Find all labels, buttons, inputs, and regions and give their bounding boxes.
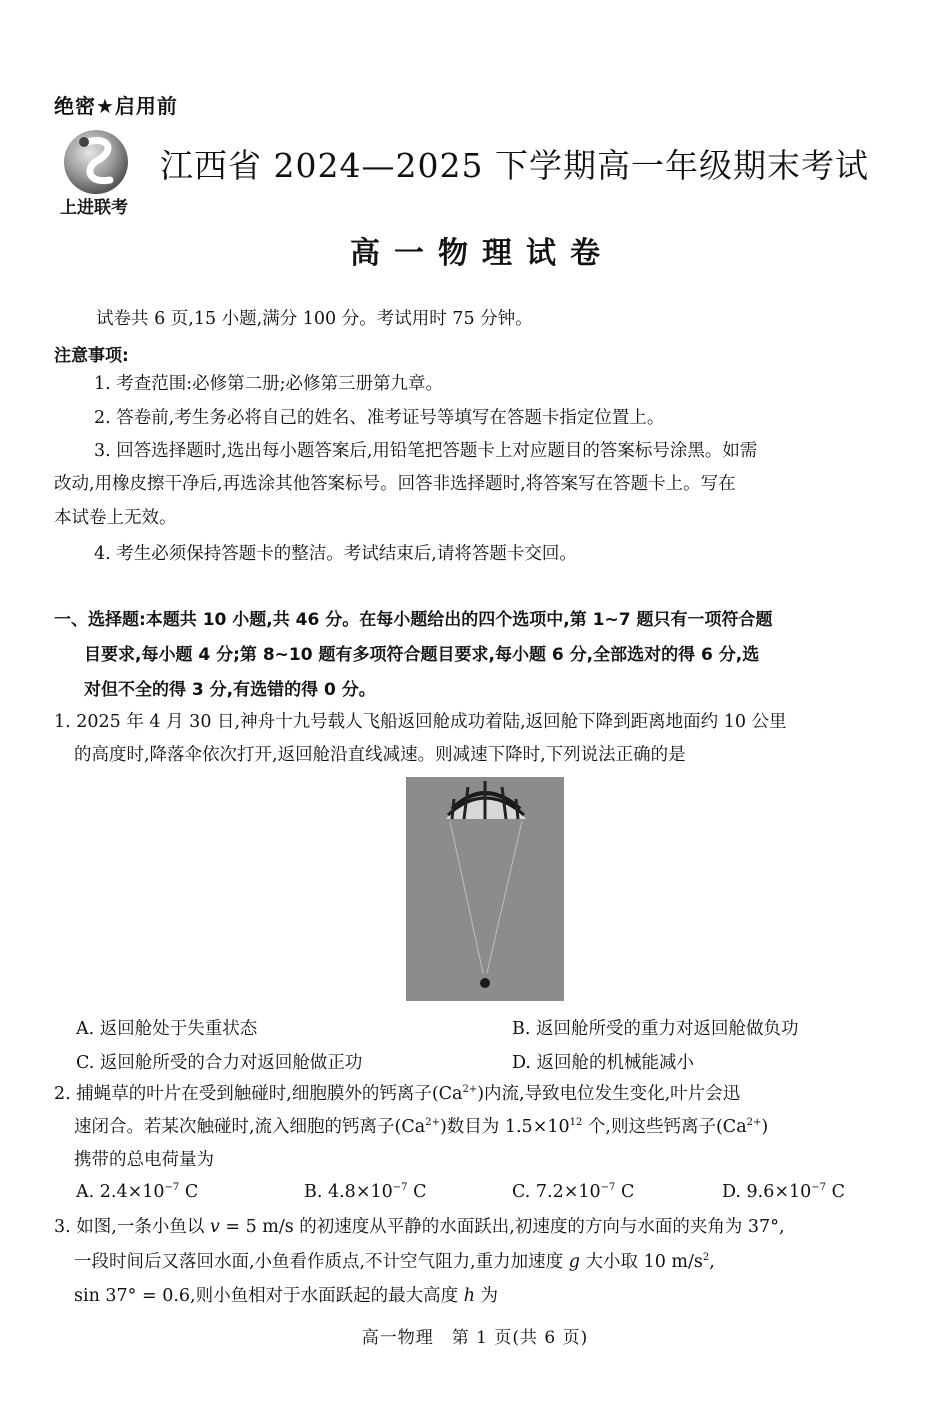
q3-line-3: sin 37° = 0.6,则小鱼相对于水面跃起的最大高度 h 为 xyxy=(74,1286,499,1306)
note-3-line-1: 3. 回答选择题时,选出每小题答案后,用铅笔把答题卡上对应题目的答案标号涂黑。如需 xyxy=(94,441,758,461)
parachute-photo xyxy=(406,777,564,1001)
section-1-line-1: 一、选择题:本题共 10 小题,共 46 分。在每小题给出的四个选项中,第 1~7 题只有一项符合题 xyxy=(54,610,773,630)
q3-line-1: 3. 如图,一条小鱼以 v = 5 m/s 的初速度从平静的水面跃出,初速度的方向与水面的夹角为 37°, xyxy=(54,1217,785,1237)
note-3-line-3: 本试卷上无效。 xyxy=(54,508,177,528)
note-1: 1. 考查范围:必修第二册;必修第三册第九章。 xyxy=(94,374,444,394)
q2-line-2: 速闭合。若某次触碰时,流入细胞的钙离子$(Ca^{2+})$数目为 $1.5\times 10^{12}$ 个,则这些钙离子$(Ca^{2+})$ xyxy=(74,1117,769,1137)
section-1-line-3: 对但不全的得 3 分,有选错的得 0 分。 xyxy=(84,680,376,700)
q3-line-2: 一段时间后又落回水面,小鱼看作质点,不计空气阻力,重力加速度 g 大小取 10 $m/s^2$, xyxy=(74,1252,715,1272)
q1-option-c: C. 返回舱所受的合力对返回舱做正功 xyxy=(76,1053,363,1073)
logo-text: 上进联考 xyxy=(60,198,128,218)
notes-title: 注意事项: xyxy=(54,346,129,366)
paper-subtitle: 高一物理试卷 xyxy=(350,236,614,271)
q2-line-1: 2. 捕蝇草的叶片在受到触碰时,细胞膜外的钙离子$(Ca^{2+})$内流,导致电位发生变化,叶片会迅 xyxy=(54,1084,741,1104)
section-1-line-2: 目要求,每小题 4 分;第 8~10 题有多项符合题目要求,每小题 6 分,全部选对的得 6 分,选 xyxy=(84,645,760,665)
q2-line-3: 携带的总电荷量为 xyxy=(74,1150,214,1170)
q2-option-b: B. $4.8\times 10^{-7}$ C xyxy=(304,1182,427,1202)
q1-line-1: 1. 2025 年 4 月 30 日,神舟十九号载人飞船返回舱成功着陆,返回舱下降到距离地面约 10 公里 xyxy=(54,712,787,732)
q1-line-2: 的高度时,降落伞依次打开,返回舱沿直线减速。则减速下降时,下列说法正确的是 xyxy=(74,745,686,765)
q2-option-a: A. $2.4\times 10^{-7}$ C xyxy=(76,1182,199,1202)
exam-title: 江西省 2024—2025 下学期高一年级期末考试 xyxy=(160,146,869,185)
note-3-line-2: 改动,用橡皮擦干净后,再选涂其他答案标号。回答非选择题时,将答案写在答题卡上。写在 xyxy=(54,474,736,494)
page-footer: 高一物理 第 1 页(共 6 页) xyxy=(361,1328,589,1348)
confidential-label: 绝密★启用前 xyxy=(54,94,178,118)
q2-option-d: D. $9.6\times 10^{-7}$ C xyxy=(722,1182,845,1202)
q1-option-a: A. 返回舱处于失重状态 xyxy=(76,1019,258,1039)
q2-option-c: C. $7.2\times 10^{-7}$ C xyxy=(512,1182,635,1202)
note-4: 4. 考生必须保持答题卡的整洁。考试结束后,请将答题卡交回。 xyxy=(94,544,577,564)
q1-option-d: D. 返回舱的机械能减小 xyxy=(512,1053,695,1073)
q1-option-b: B. 返回舱所受的重力对返回舱做负功 xyxy=(512,1019,799,1039)
intro-text: 试卷共 6 页,15 小题,满分 100 分。考试用时 75 分钟。 xyxy=(96,309,533,329)
note-2: 2. 答卷前,考生务必将自己的姓名、准考证号等填写在答题卡指定位置上。 xyxy=(94,408,665,428)
